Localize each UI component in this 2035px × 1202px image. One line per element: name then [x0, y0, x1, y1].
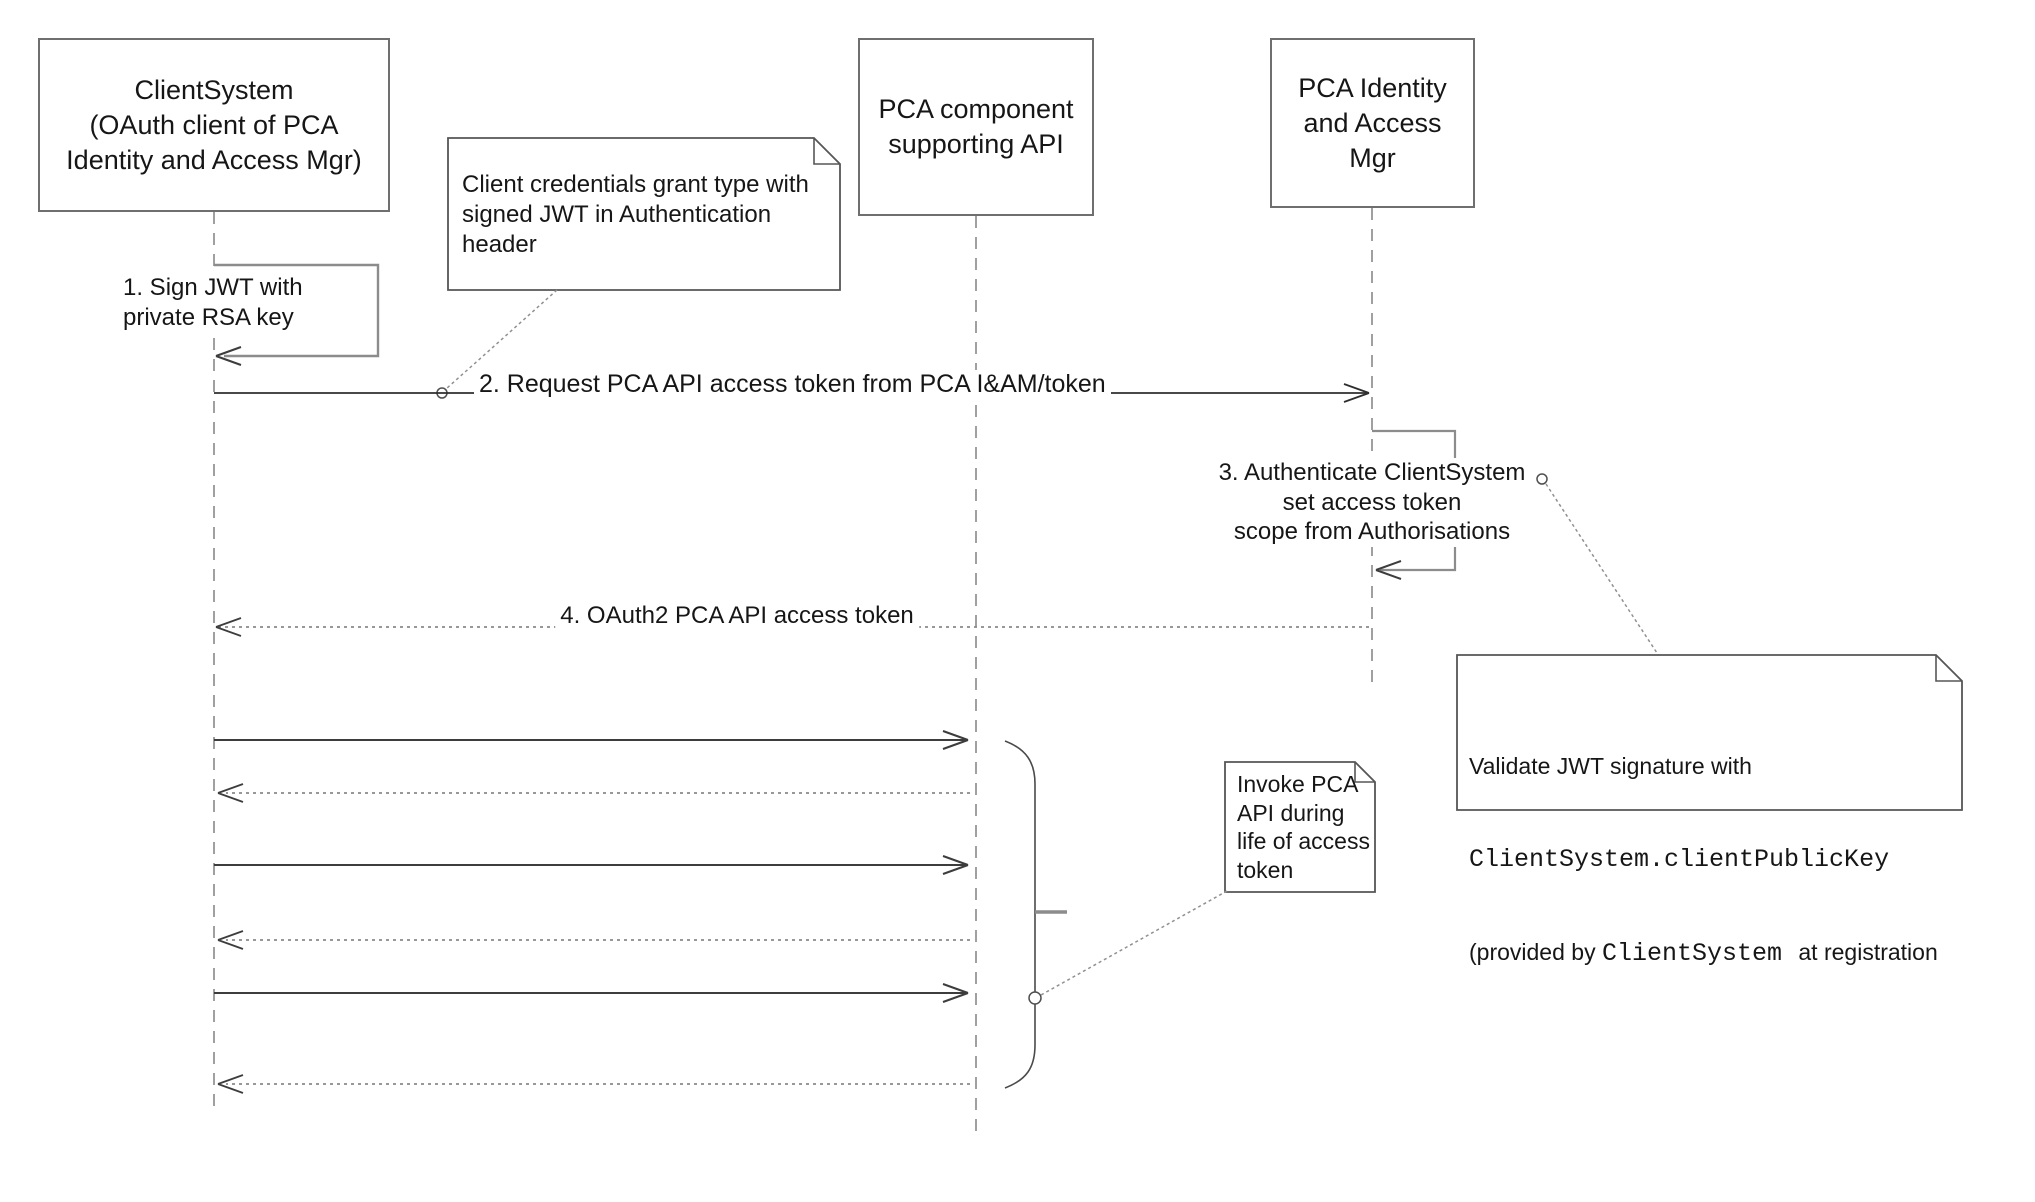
msg-3-label [1214, 458, 1531, 547]
msg-3-label-line3: scope from Authorisations [1233, 518, 1511, 545]
note-validate-jwt-line3 [1469, 937, 1938, 969]
note-validate-jwt-text [1469, 689, 1938, 1031]
actor-pca-iam-line1: PCA Identity [1298, 72, 1447, 103]
msg-4-label: 4. OAuth2 PCA API access token [555, 602, 919, 630]
note-invoke-api-line4: token [1237, 856, 1294, 883]
group-brace [1005, 741, 1035, 1088]
connector-circle-brace [1029, 992, 1041, 1004]
note-client-credentials-text [462, 170, 809, 260]
msg-1-label-line2: private RSA key [123, 304, 294, 331]
actor-client-system-line1: ClientSystem [134, 74, 294, 105]
note-invoke-api-line1: Invoke PCA [1237, 771, 1359, 797]
msg-3-label-line1: 3. Authenticate ClientSystem [1218, 459, 1526, 486]
note-client-credentials-line3: header [462, 231, 537, 258]
note-invoke-api-text [1237, 770, 1370, 884]
connector-circle-msg3 [1537, 474, 1547, 484]
note-invoke-api-line3: life of access [1237, 828, 1370, 854]
msg-1-label [118, 273, 308, 333]
note-link-2 [1546, 484, 1659, 656]
note-validate-jwt-line3-prefix: (provided by [1469, 939, 1602, 965]
note-client-credentials-line1: Client credentials grant type with [462, 171, 809, 198]
msg-1-label-line1: 1. Sign JWT with [123, 274, 303, 301]
actor-client-system-line2: (OAuth client of PCA [89, 109, 339, 140]
note-validate-jwt-line3-suffix: at registration [1792, 939, 1938, 965]
note-validate-jwt-line1: Validate JWT signature with [1469, 753, 1752, 779]
note-link-3 [1041, 891, 1227, 995]
actor-pca-component-line1: PCA component [878, 94, 1074, 124]
actor-pca-iam-line3: Mgr [1349, 142, 1396, 173]
actor-pca-iam [1270, 38, 1475, 208]
msg-2-label: 2. Request PCA API access token from PCA I&AM/token [474, 370, 1111, 399]
note-invoke-api-line2: API during [1237, 799, 1345, 826]
actor-client-system-line3: Identity and Access Mgr) [66, 144, 362, 175]
actor-pca-iam-line2: and Access [1303, 107, 1442, 138]
note-client-credentials-line2: signed JWT in Authentication [462, 201, 772, 228]
note-validate-jwt-line3-code: ClientSystem [1601, 939, 1782, 968]
actor-pca-component [858, 38, 1094, 216]
msg-3-label-line2: set access token [1282, 488, 1462, 516]
actor-client-system [38, 38, 390, 212]
note-validate-jwt-line2-code: ClientSystem.clientPublicKey [1469, 845, 1890, 874]
actor-pca-component-line2: supporting API [888, 129, 1064, 159]
